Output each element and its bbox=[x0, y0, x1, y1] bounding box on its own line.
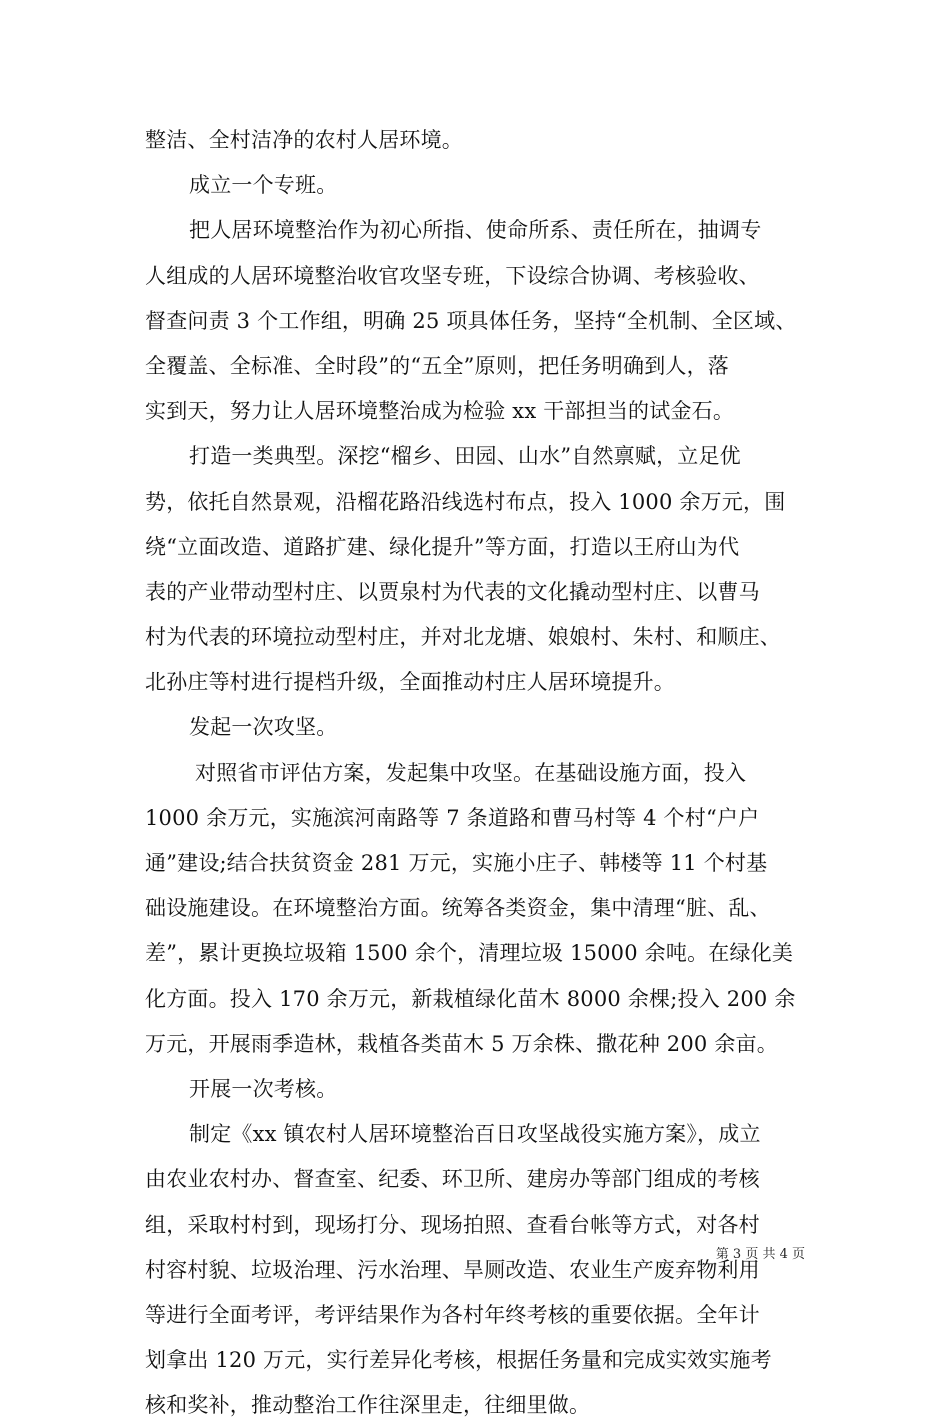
text-line: 万元，开展雨季造林，栽植各类苗木 5 万余株、撒花种 200 余亩。 bbox=[145, 1031, 778, 1056]
text-line: 核和奖补，推动整治工作往深里走，往细里做。 bbox=[145, 1393, 591, 1418]
text-line: 势，依托自然景观，沿榴花路沿线选村布点，投入 1000 余万元，围 bbox=[145, 489, 786, 514]
text-line: 村为代表的环境拉动型村庄，并对北龙塘、娘娘村、朱村、和顺庄、 bbox=[145, 625, 781, 650]
section-heading-special-team: 成立一个专班。 bbox=[189, 173, 338, 198]
text-line: 打造一类典型。深挖“榴乡、田园、山水”自然禀赋，立足优 bbox=[189, 444, 741, 469]
text-line: 人组成的人居环境整治收官攻坚专班，下设综合协调、考核验收、 bbox=[145, 263, 760, 288]
text-line: 础设施建设。在环境整治方面。统筹各类资金，集中清理“脏、乱、 bbox=[145, 896, 771, 921]
text-line: 把人居环境整治作为初心所指、使命所系、责任所在，抽调专 bbox=[189, 218, 762, 243]
text-line: 绕“立面改造、道路扩建、绿化提升”等方面，打造以王府山为代 bbox=[145, 534, 740, 559]
text-line: 北孙庄等村进行提档升级，全面推动村庄人居环境提升。 bbox=[145, 670, 675, 695]
section-heading-assessment: 开展一次考核。 bbox=[189, 1076, 338, 1101]
text-line: 差”，累计更换垃圾箱 1500 余个，清理垃圾 15000 余吨。在绿化美 bbox=[145, 941, 794, 966]
text-line: 划拿出 120 万元，实行差异化考核，根据任务量和完成实效实施考 bbox=[145, 1348, 772, 1373]
text-line: 1000 余万元，实施滨河南路等 7 条道路和曹马村等 4 个村“户户 bbox=[145, 805, 760, 830]
text-line: 实到天，努力让人居环境整治成为检验 xx 干部担当的试金石。 bbox=[145, 399, 735, 424]
text-line: 化方面。投入 170 余万元，新栽植绿化苗木 8000 余棵;投入 200 余 bbox=[145, 986, 796, 1011]
text-line: 通”建设;结合扶贫资金 281 万元，实施小庄子、韩楼等 11 个村基 bbox=[145, 851, 768, 875]
text-line: 整洁、全村洁净的农村人居环境。 bbox=[145, 128, 463, 152]
text-line: 等进行全面考评，考评结果作为各村年终考核的重要依据。全年计 bbox=[145, 1302, 760, 1327]
text-line: 组，采取村村到，现场打分、现场拍照、查看台帐等方式，对各村 bbox=[145, 1212, 760, 1237]
text-line: 表的产业带动型村庄、以贾泉村为代表的文化撬动型村庄、以曹马 bbox=[145, 579, 760, 604]
section-heading-campaign: 发起一次攻坚。 bbox=[189, 715, 338, 740]
text-line: 村容村貌、垃圾治理、污水治理、旱厕改造、农业生产废弃物利用 bbox=[145, 1257, 760, 1282]
text-line: 由农业农村办、督查室、纪委、环卫所、建房办等部门组成的考核 bbox=[145, 1167, 760, 1192]
text-line: 制定《xx 镇农村人居环境整治百日攻坚战役实施方案》，成立 bbox=[189, 1122, 761, 1147]
text-line: 对照省市评估方案，发起集中攻坚。在基础设施方面，投入 bbox=[195, 760, 747, 785]
document-body bbox=[145, 118, 825, 1428]
page-number: 第 3 页 共 4 页 bbox=[715, 1247, 805, 1262]
text-line: 督查问责 3 个工作组，明确 25 项具体任务，坚持“全机制、全区域、 bbox=[145, 308, 797, 333]
text-line: 全覆盖、全标准、全时段”的“五全”原则，把任务明确到人，落 bbox=[145, 353, 730, 378]
